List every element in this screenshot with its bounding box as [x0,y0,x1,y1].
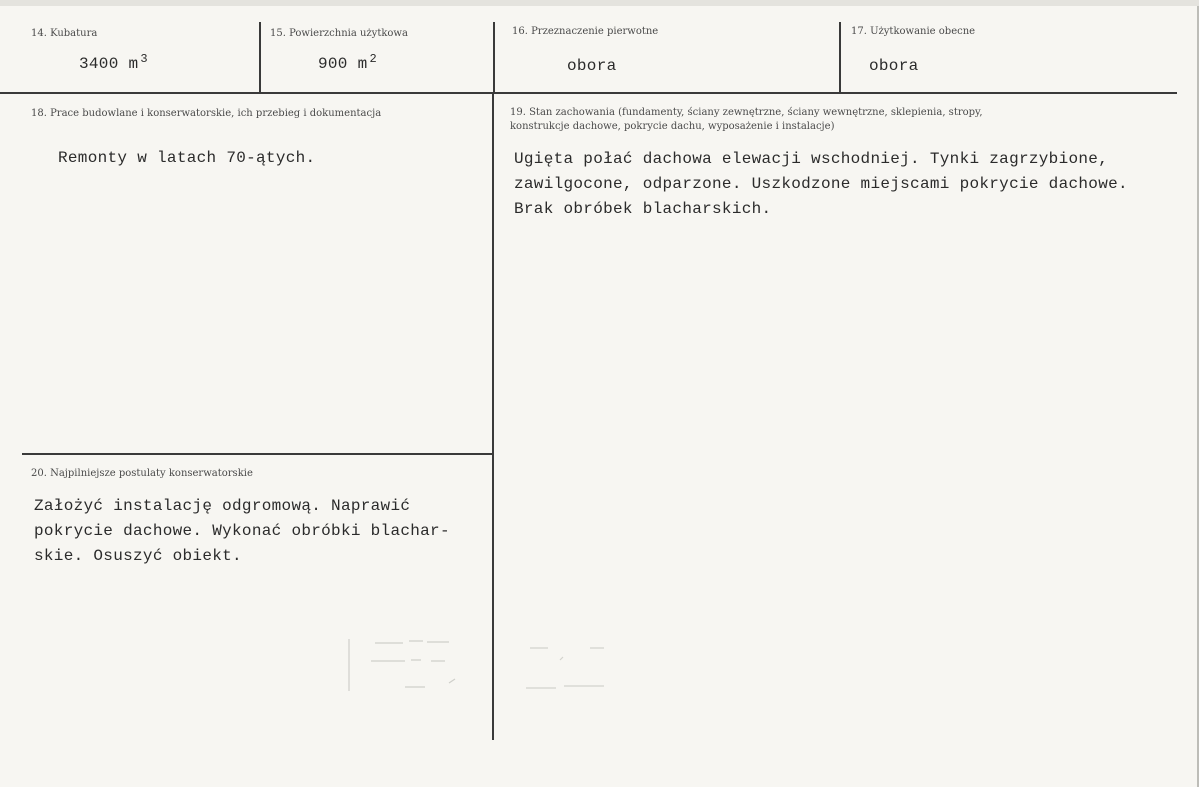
stan-line: zawilgocone, odparzone. Uszkodzone miejscami pokrycie dachowe. [514,175,1128,193]
divider-14-15 [259,22,261,94]
powierzchnia-number: 900 m [318,55,368,73]
prace-label: 18. Prace budowlane i konserwatorskie, ich przebieg i dokumentacja [31,108,382,119]
kubatura-number: 3400 m [79,55,139,73]
section-20-top-rule [22,453,492,455]
kubatura-exponent: 3 [140,52,148,66]
stan-line: Ugięta połać dachowa elewacji wschodniej. Tynki zagrzybione, [514,150,1109,168]
show-through-stamp-left [345,635,470,695]
stamp-mark-icon [520,640,620,700]
powierzchnia-exponent: 2 [369,52,378,66]
powierzchnia-value [318,52,378,73]
top-row-bottom-rule [0,92,1177,94]
show-through-stamp-right [520,640,620,700]
postulaty-line: Założyć instalację odgromową. Naprawić [34,497,411,515]
powierzchnia-label: 15. Powierzchnia użytkowa [270,28,408,39]
prace-line: Remonty w latach 70-ątych. [58,149,316,167]
postulaty-line: pokrycie dachowe. Wykonać obróbki blachar- [34,522,450,540]
przeznaczenie-label: 16. Przeznaczenie pierwotne [512,26,659,37]
stan-label-line1: 19. Stan zachowania (fundamenty, ściany zewnętrzne, ściany wewnętrzne, sklepienia, stropy, [510,107,983,118]
prace-text [58,146,315,171]
postulaty-label: 20. Najpilniejsze postulaty konserwatorskie [31,468,253,479]
divider-15-16 [493,22,495,94]
kubatura-label: 14. Kubatura [31,28,98,39]
uzytkowanie-label: 17. Użytkowanie obecne [851,26,976,37]
przeznaczenie-value: obora [567,57,617,75]
postulaty-text [34,494,450,569]
kubatura-value [79,52,148,73]
uzytkowanie-value: obora [869,57,919,75]
stan-line: Brak obróbek blacharskich. [514,200,772,218]
top-strip [0,0,1199,6]
stamp-mark-icon [345,635,470,695]
center-vertical-rule [492,92,494,740]
divider-16-17 [839,22,841,94]
stan-text [514,147,1128,222]
stan-label-line2: konstrukcje dachowe, pokrycie dachu, wyposażenie i instalacje) [510,121,835,132]
postulaty-line: skie. Osuszyć obiekt. [34,547,242,565]
